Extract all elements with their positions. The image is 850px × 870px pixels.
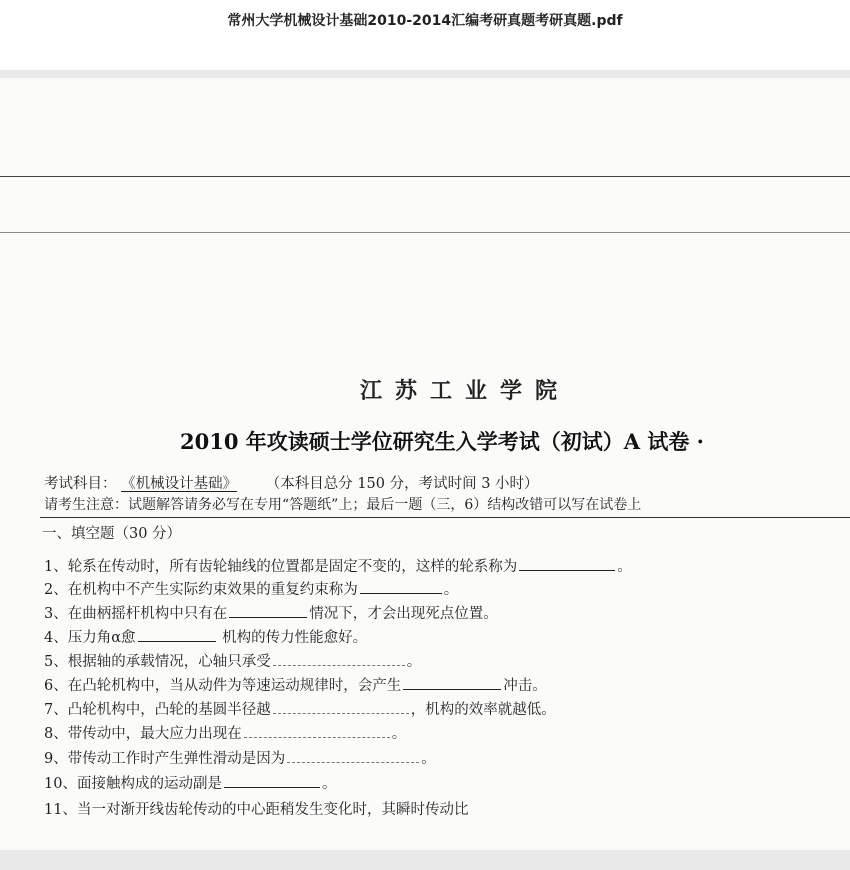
- question-item: [44, 650, 421, 671]
- header-rule: [0, 176, 850, 177]
- question-item: [44, 698, 556, 719]
- page-separator-top: [0, 70, 850, 78]
- question-text: 10、面接触构成的运动副是: [44, 776, 222, 792]
- question-text-suffix: 情况下，才会出现死点位置。: [309, 606, 498, 622]
- answer-blank: [403, 676, 501, 690]
- question-text: 8、带传动中，最大应力出现在: [44, 726, 242, 742]
- question-text-suffix: 。: [421, 751, 436, 767]
- answer-blank: [229, 604, 307, 618]
- header-rule-faint: [0, 232, 850, 233]
- question-text: 7、凸轮机构中，凸轮的基圆半径越: [44, 702, 271, 718]
- question-item: [44, 602, 498, 623]
- answer-blank: [244, 724, 390, 738]
- notice-line: 请考生注意：试题解答请务必写在专用“答题纸”上；最后一题（三，6）结构改错可以写在试卷上: [44, 497, 642, 513]
- answer-blank: [360, 580, 442, 594]
- question-item: [44, 578, 458, 599]
- page-separator-bottom: [0, 850, 850, 870]
- question-text-suffix: 。: [321, 776, 337, 792]
- question-item: [44, 798, 468, 819]
- document-title-bar: [0, 0, 850, 68]
- question-item: [44, 772, 336, 793]
- scanned-page: [0, 78, 850, 850]
- subject-label: 考试科目：: [44, 476, 117, 492]
- question-text-suffix: 机构的传力性能愈好。: [217, 630, 368, 646]
- question-text: 4、压力角α愈: [44, 630, 136, 646]
- question-text-suffix: ，机构的效率就越低。: [410, 702, 556, 718]
- document-title: 常州大学机械设计基础2010-2014汇编考研真题考研真题.pdf: [227, 13, 623, 29]
- section-title: 一、填空题（30 分）: [42, 526, 182, 542]
- answer-blank: [138, 628, 216, 642]
- question-text-suffix: 。: [391, 726, 407, 742]
- question-item: [44, 674, 547, 695]
- question-text-suffix: 冲击。: [503, 678, 547, 694]
- school-name: 江苏工业学院: [360, 378, 571, 404]
- answer-blank: [273, 700, 409, 714]
- question-text: 5、根据轴的承载情况，心轴只承受: [44, 654, 271, 670]
- question-item: [44, 722, 406, 743]
- subject-name: 《机械设计基础》: [121, 476, 238, 492]
- question-text: 1、轮系在传动时，所有齿轮轴线的位置都是固定不变的，这样的轮系称为: [44, 559, 518, 575]
- question-text: 9、带传动工作时产生弹性滑动是因为: [44, 751, 286, 767]
- subject-info: （本科目总分 150 分，考试时间 3 小时）: [265, 476, 539, 492]
- notice-rule: [40, 517, 850, 518]
- question-text: 6、在凸轮机构中，当从动件为等速运动规律时，会产生: [44, 678, 402, 694]
- question-text-suffix: 。: [443, 582, 459, 598]
- question-item: [44, 747, 436, 768]
- answer-blank: [287, 749, 419, 763]
- answer-blank: [273, 652, 405, 666]
- question-text: 2、在机构中不产生实际约束效果的重复约束称为: [44, 582, 358, 598]
- question-item: [44, 626, 367, 647]
- question-text: 11、当一对渐开线齿轮传动的中心距稍发生变化时，其瞬时传动比: [44, 802, 469, 818]
- question-text-suffix: 。: [617, 559, 632, 575]
- answer-blank: [224, 774, 320, 788]
- question-text: 3、在曲柄摇杆机构中只有在: [44, 606, 228, 622]
- subject-line: [44, 472, 539, 493]
- answer-blank: [519, 557, 615, 571]
- question-text-suffix: 。: [406, 654, 422, 670]
- question-item: [44, 555, 632, 576]
- exam-title: 2010 年攻读硕士学位研究生入学考试（初试）A 试卷 ·: [180, 429, 704, 454]
